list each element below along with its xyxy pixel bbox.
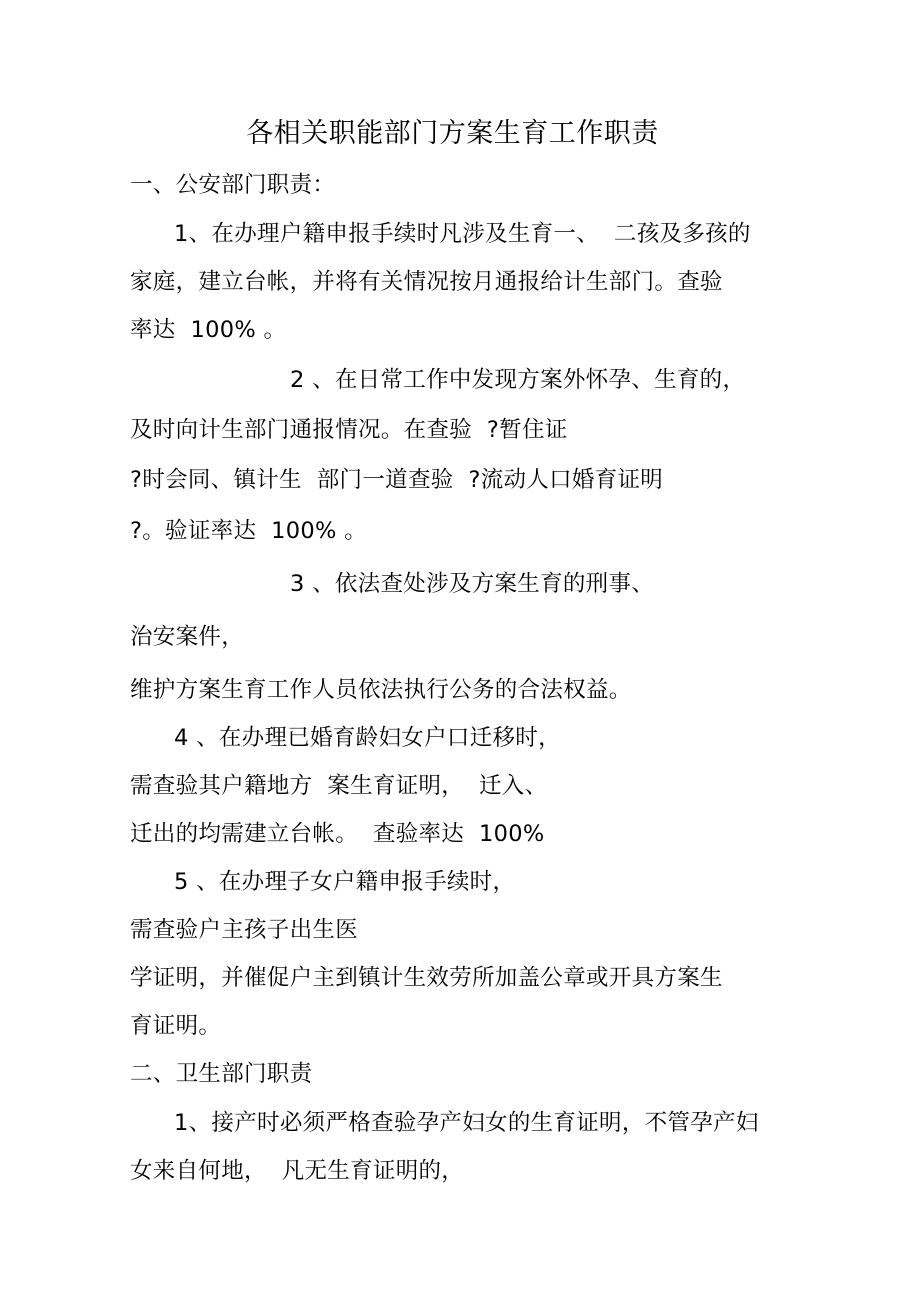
paragraph-line: 家庭，建立台帐，并将有关情况按月通报给计生部门。查验 bbox=[130, 269, 723, 295]
paragraph-line: 维护方案生育工作人员依法执行公务的合法权益。 bbox=[130, 677, 632, 703]
paragraph-line: 女来自何地， 凡无生育证明的， bbox=[130, 1158, 465, 1184]
paragraph-line: 需查验户主孩子出生医 bbox=[130, 917, 359, 943]
paragraph-line: 迁出的均需建立台帐。 查验率达 100% bbox=[130, 821, 545, 847]
paragraph-line: 1、接产时必须严格查验孕产妇女的生育证明，不管孕产妇 bbox=[174, 1110, 759, 1136]
paragraph-line: 4 、在办理已婚育龄妇女户口迁移时， bbox=[174, 725, 561, 751]
paragraph-line: 需查验其户籍地方 案生育证明， 迁入、 bbox=[130, 773, 548, 799]
paragraph-line: 率达 100% 。 bbox=[130, 317, 287, 343]
paragraph-line: 学证明，并催促户主到镇计生效劳所加盖公章或开具方案生 bbox=[130, 965, 723, 991]
section-heading-police: 一、公安部门职责： bbox=[130, 172, 336, 198]
paragraph-line: 育证明。 bbox=[130, 1013, 222, 1039]
paragraph-line: ?时会同、镇计生 部门一道查验 ?流动人口婚育证明 bbox=[130, 467, 664, 493]
paragraph-line: 3 、依法查处涉及方案生育的刑事、 bbox=[290, 571, 655, 597]
paragraph-line: ?。验证率达 100% 。 bbox=[130, 518, 367, 544]
paragraph-line: 1、在办理户籍申报手续时凡涉及生育一、 二孩及多孩的 bbox=[174, 221, 751, 247]
paragraph-line: 治安案件， bbox=[130, 624, 245, 650]
document-title: 各相关职能部门方案生育工作职责 bbox=[246, 118, 659, 149]
paragraph-line: 2 、在日常工作中发现方案外怀孕、生育的， bbox=[290, 367, 746, 393]
paragraph-line: 5 、在办理子女户籍申报手续时， bbox=[174, 869, 516, 895]
section-heading-health: 二、卫生部门职责 bbox=[130, 1061, 313, 1087]
paragraph-line: 及时向计生部门通报情况。在查验 ?暂住证 bbox=[130, 417, 568, 443]
